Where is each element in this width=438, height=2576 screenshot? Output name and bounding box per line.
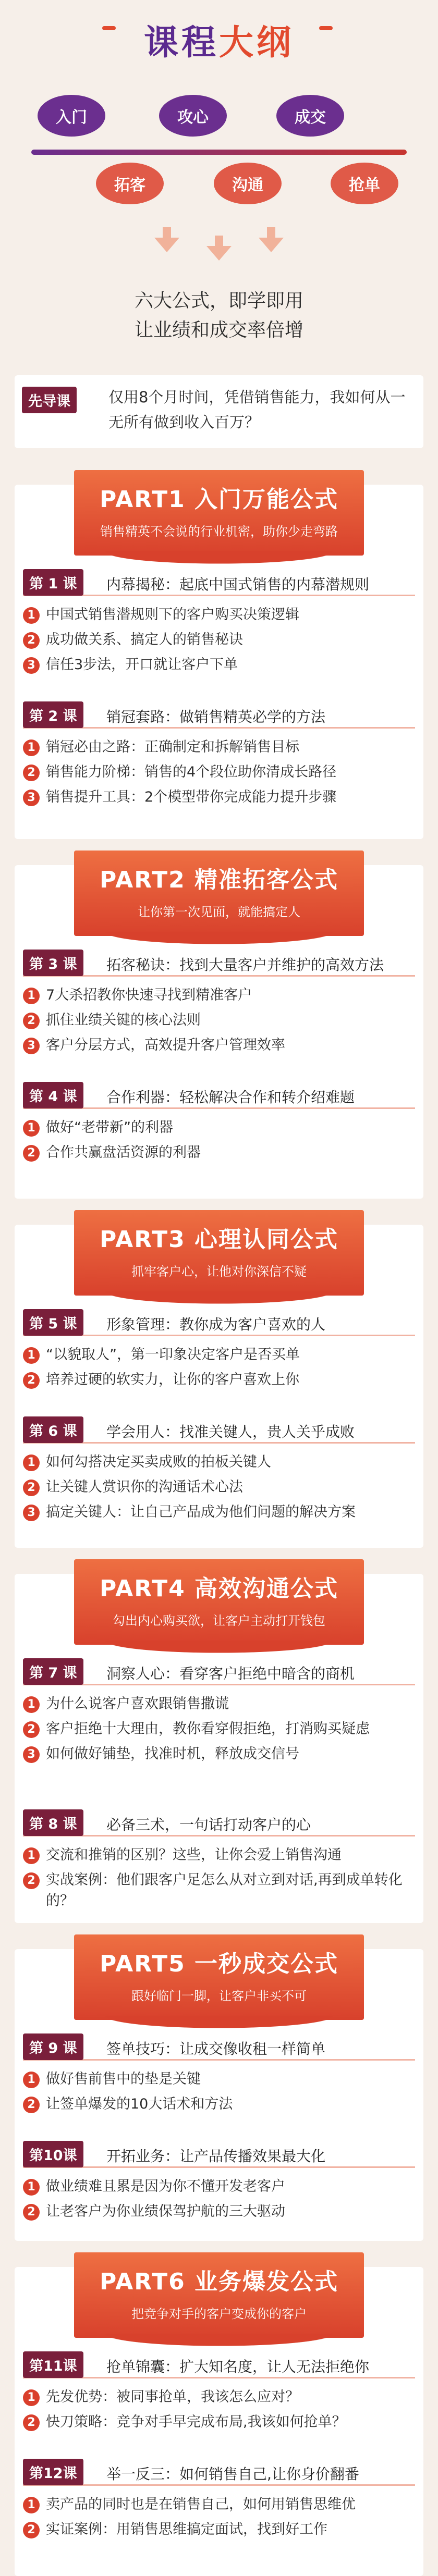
arrow-down-icon xyxy=(215,236,223,247)
number-2-icon: 2 xyxy=(23,2097,40,2113)
lesson-item: 1 做好售前售中的垫是关键 xyxy=(23,2069,415,2090)
number-2-icon: 2 xyxy=(23,1480,40,1496)
lesson-item: 3 搞定关键人：让自己产品成为他们问题的解决方案 xyxy=(23,1502,415,1523)
part-subtitle: 抓牢客户心，让他对你深信不疑 xyxy=(131,1264,307,1279)
part-subtitle: 跟好临门一脚，让客户非买不可 xyxy=(131,1989,307,2003)
lesson-header xyxy=(23,1415,415,1444)
part-card-6 xyxy=(15,2267,423,2576)
preface-text: 仅用8个月时间，凭借销售能力，我如何从一无所有做到收入百万？ xyxy=(108,388,406,431)
number-1-icon: 1 xyxy=(23,2497,40,2513)
part-subtitle: 把竞争对手的客户变成你的客户 xyxy=(131,2307,307,2321)
banner-wave xyxy=(74,932,364,947)
lesson-badge: 第 4 课 xyxy=(23,1082,83,1108)
arrow-down-icon xyxy=(154,238,179,252)
lesson xyxy=(23,1308,415,1395)
part-banner xyxy=(74,1559,364,1645)
number-1-icon: 1 xyxy=(23,1847,40,1864)
lesson-item: 1 做好“老带新”的利器 xyxy=(23,1117,415,1138)
lesson-item: 1 为什么说客户喜欢跟销售撒谎 xyxy=(23,1694,415,1715)
arrow-down-icon xyxy=(267,227,275,239)
lesson-item: 1 7大杀招教你快速寻找到精准客户 xyxy=(23,985,415,1006)
lesson-header xyxy=(23,1657,415,1685)
lesson xyxy=(23,1657,415,1769)
lesson-badge: 第 5 课 xyxy=(23,1309,83,1336)
lesson-item: 1 做业绩难且累是因为你不懂开发老客户 xyxy=(23,2176,415,2197)
number-1-icon: 1 xyxy=(23,1696,40,1713)
number-1-icon: 1 xyxy=(23,2389,40,2406)
lesson-header xyxy=(23,700,415,729)
lesson-item: 1 “以貌取人”，第一印象决定客户是否买单 xyxy=(23,1345,415,1365)
flow-step-grab: 抢单 xyxy=(331,163,398,204)
number-3-icon: 3 xyxy=(23,1505,40,1521)
lesson-item: 2 实战案例：他们跟客户足怎么从对立到对话,再到成单转化的？ xyxy=(23,1870,415,1912)
number-1-icon: 1 xyxy=(23,607,40,624)
banner-wave xyxy=(74,1641,364,1656)
lesson-item: 1 如何勾搭决定买卖成败的拍板关键人 xyxy=(23,1452,415,1473)
part-card-3 xyxy=(15,1225,423,1548)
lesson-title: 举一反三：如何销售自己,让你身价翻番 xyxy=(106,2466,359,2483)
part-banner xyxy=(74,851,364,936)
number-1-icon: 1 xyxy=(23,2179,40,2196)
banner-wave xyxy=(74,2334,364,2349)
part-card-2 xyxy=(15,865,423,1199)
lesson-item: 1 卖产品的同时也是在销售自己，如何用销售思维优 xyxy=(23,2494,415,2515)
lesson-item: 2 销售能力阶梯：销售的4个段位助你清成长路径 xyxy=(23,762,415,783)
part-title: PART2 精准拓客公式 xyxy=(99,867,339,893)
part-banner xyxy=(74,1934,364,2020)
lesson-title: 签单技巧：让成交像收租一样简单 xyxy=(106,2040,326,2057)
lesson-badge: 第 1 课 xyxy=(23,569,83,596)
title-part-b: 大纲 xyxy=(219,22,294,63)
lesson-item: 3 客户分层方式，高效提升客户管理效率 xyxy=(23,1035,415,1056)
arrow-down-icon xyxy=(163,227,171,239)
lesson-badge: 第12课 xyxy=(23,2459,83,2485)
number-1-icon: 1 xyxy=(23,988,40,1004)
lesson-title: 合作利器：轻松解决合作和转介绍难题 xyxy=(106,1089,355,1106)
lesson-item: 2 实证案例：用销售思维搞定面试，找到好工作 xyxy=(23,2519,415,2540)
lesson-item: 2 快刀策略：竞争对手早完成布局,我该如何抢单？ xyxy=(23,2412,415,2433)
lesson-header xyxy=(23,1308,415,1336)
lesson-item: 1 销冠必由之路：正确制定和拆解销售目标 xyxy=(23,737,415,758)
lesson-header xyxy=(23,2032,415,2061)
slogan xyxy=(0,287,438,345)
number-3-icon: 3 xyxy=(23,790,40,806)
number-1-icon: 1 xyxy=(23,739,40,756)
part-banner xyxy=(74,1210,364,1296)
part-banner xyxy=(74,2252,364,2338)
banner-wave xyxy=(74,551,364,567)
lesson xyxy=(23,2458,415,2544)
number-2-icon: 2 xyxy=(23,765,40,781)
lesson-item: 2 成功做关系、搞定人的销售秘诀 xyxy=(23,630,415,650)
lesson-header xyxy=(23,2350,415,2378)
flow-line xyxy=(31,150,407,155)
lesson-header xyxy=(23,1808,415,1837)
title-part-a: 课程 xyxy=(144,22,219,63)
lesson-header xyxy=(23,1081,415,1109)
preface-badge: 先导课 xyxy=(22,387,77,413)
part-card-4 xyxy=(15,1574,423,1923)
part-subtitle: 销售精英不会说的行业机密，助你少走弯路 xyxy=(100,524,338,539)
number-2-icon: 2 xyxy=(23,2522,40,2538)
lesson-header xyxy=(23,948,415,977)
lesson xyxy=(23,1808,415,1916)
lesson xyxy=(23,2032,415,2119)
flow-step-deal: 成交 xyxy=(276,95,344,137)
lesson-item: 2 培养过硬的软实力，让你的客户喜欢上你 xyxy=(23,1370,415,1390)
lesson-title: 学会用人：找准关键人，贵人关乎成败 xyxy=(106,1423,355,1440)
number-2-icon: 2 xyxy=(23,2204,40,2221)
part-banner xyxy=(74,470,364,556)
number-3-icon: 3 xyxy=(23,657,40,674)
arrow-down-icon xyxy=(206,246,232,261)
lesson-item: 2 抓住业绩关键的核心法则 xyxy=(23,1010,415,1031)
flow-step-entry: 入门 xyxy=(38,95,105,137)
lesson-title: 洞察人心：看穿客户拒绝中暗含的商机 xyxy=(106,1665,355,1682)
lesson-title: 拓客秘诀：找到大量客户并维护的高效方法 xyxy=(106,956,384,973)
number-2-icon: 2 xyxy=(23,1872,40,1889)
lesson-title: 抢单锦囊：扩大知名度，让人无法拒绝你 xyxy=(106,2358,370,2375)
number-2-icon: 2 xyxy=(23,1372,40,1389)
lesson-item: 2 让关键人赏识你的沟通话术心法 xyxy=(23,1477,415,1498)
number-1-icon: 1 xyxy=(23,1455,40,1471)
lesson-header xyxy=(23,2140,415,2168)
lesson xyxy=(23,2350,415,2437)
lesson-item: 1 交流和推销的区别？这些，让你会爱上销售沟通 xyxy=(23,1845,415,1866)
part-card-1 xyxy=(15,485,423,839)
lesson-item: 2 合作共赢盘活资源的利器 xyxy=(23,1142,415,1163)
lesson-title: 形象管理：教你成为客户喜欢的人 xyxy=(106,1316,326,1333)
part-subtitle: 勾出内心购买欲，让客户主动打开钱包 xyxy=(113,1613,325,1628)
lesson xyxy=(23,2140,415,2226)
number-3-icon: 3 xyxy=(23,1746,40,1763)
number-2-icon: 2 xyxy=(23,632,40,649)
lesson-badge: 第 6 课 xyxy=(23,1416,83,1443)
number-2-icon: 2 xyxy=(23,2414,40,2431)
lesson-badge: 第10课 xyxy=(23,2141,83,2167)
number-1-icon: 1 xyxy=(23,2072,40,2088)
header xyxy=(0,0,438,375)
number-1-icon: 1 xyxy=(23,1120,40,1137)
lesson-badge: 第11课 xyxy=(23,2351,83,2378)
part-subtitle: 让你第一次见面，就能搞定人 xyxy=(138,905,300,919)
lesson-item: 3 销售提升工具：2个模型带你完成能力提升步骤 xyxy=(23,787,415,808)
lesson-badge: 第 9 课 xyxy=(23,2033,83,2060)
part-title: PART5 一秒成交公式 xyxy=(99,1951,339,1977)
page-title xyxy=(0,15,438,64)
lesson-header xyxy=(23,2458,415,2486)
lesson-title: 内幕揭秘：起底中国式销售的内幕潜规则 xyxy=(106,576,370,593)
number-2-icon: 2 xyxy=(23,1721,40,1738)
lesson-title: 销冠套路：做销售精英必学的方法 xyxy=(106,708,326,725)
part-title: PART6 业务爆发公式 xyxy=(99,2269,339,2295)
part-title: PART3 心理认同公式 xyxy=(99,1226,339,1253)
lesson-badge: 第 2 课 xyxy=(23,701,83,728)
lesson xyxy=(23,948,415,1060)
arrow-down-icon xyxy=(259,238,284,252)
lesson-item: 2 让老客户为你业绩保驾护航的三大驱动 xyxy=(23,2201,415,2222)
lesson xyxy=(23,1415,415,1527)
lesson-item: 2 客户拒绝十大理由，教你看穿假拒绝，打消购买疑虑 xyxy=(23,1719,415,1740)
number-2-icon: 2 xyxy=(23,1145,40,1162)
banner-wave xyxy=(74,1291,364,1307)
part-title: PART4 高效沟通公式 xyxy=(99,1575,339,1602)
flow-step-heart: 攻心 xyxy=(159,95,227,137)
lesson-title: 开拓业务：让产品传播效果最大化 xyxy=(106,2148,326,2165)
lesson xyxy=(23,1081,415,1167)
lesson-title: 必备三术，一句话打动客户的心 xyxy=(106,1816,311,1833)
lesson-badge: 第 8 课 xyxy=(23,1809,83,1836)
number-3-icon: 3 xyxy=(23,1038,40,1054)
lesson-badge: 第 3 课 xyxy=(23,950,83,976)
lesson xyxy=(23,568,415,680)
lesson-header xyxy=(23,568,415,596)
slogan-line-1: 六大公式，即学即用 xyxy=(134,290,303,312)
lesson xyxy=(23,700,415,812)
slogan-line-2: 让业绩和成交率倍增 xyxy=(134,319,303,341)
flow-step-prospect: 拓客 xyxy=(96,163,164,204)
lesson-item: 3 信任3步法，开口就让客户下单 xyxy=(23,655,415,675)
lesson-badge: 第 7 课 xyxy=(23,1658,83,1685)
lesson-item: 1 先发优势：被同事抢单，我该怎么应对？ xyxy=(23,2387,415,2408)
number-1-icon: 1 xyxy=(23,1347,40,1364)
lesson-item: 1 中国式销售潜规则下的客户购买决策逻辑 xyxy=(23,605,415,625)
lesson-item: 3 如何做好铺垫，找准时机，释放成交信号 xyxy=(23,1744,415,1765)
part-card-5 xyxy=(15,1949,423,2241)
flow-step-communicate: 沟通 xyxy=(214,163,282,204)
preface-card xyxy=(15,375,423,448)
lesson-item: 2 让签单爆发的10大话术和方法 xyxy=(23,2094,415,2115)
banner-wave xyxy=(74,2016,364,2031)
number-2-icon: 2 xyxy=(23,1013,40,1029)
part-title: PART1 入门万能公式 xyxy=(99,486,339,513)
